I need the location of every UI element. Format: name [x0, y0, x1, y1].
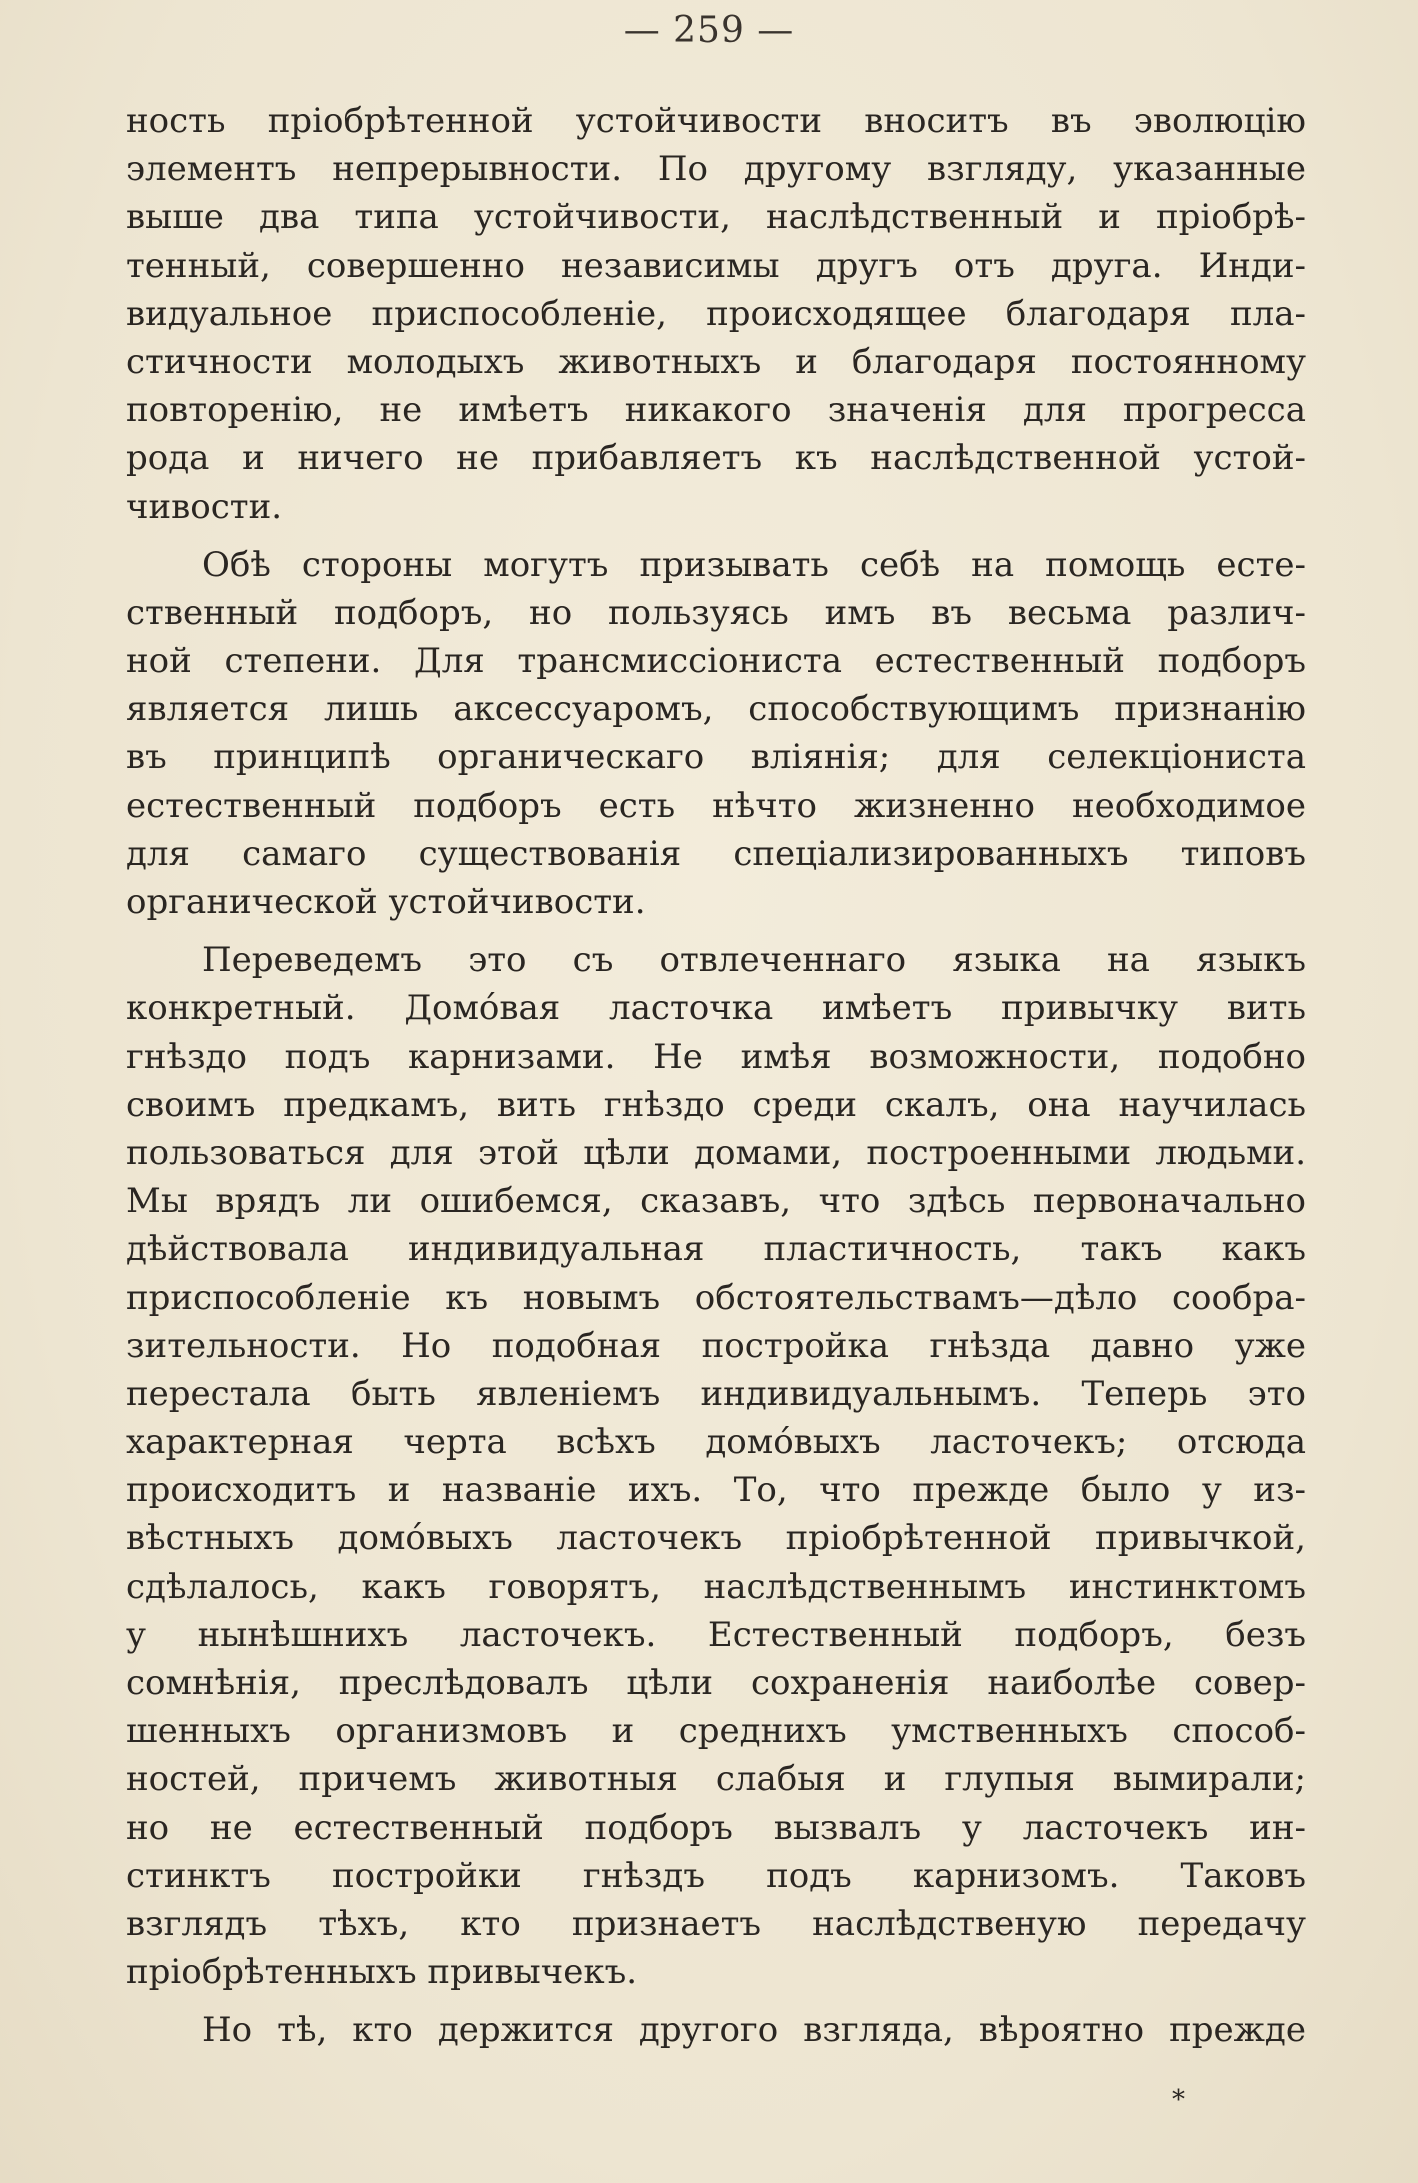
text-line: элементъ непрерывности. По другому взгляду, указанные — [126, 149, 1306, 190]
paragraph-1 — [126, 97, 1306, 531]
text-line: приспособленіе къ новымъ обстоятельствамъ—дѣло сообра- — [126, 1277, 1306, 1318]
text-line: является лишь аксессуаромъ, способствующимъ признанію — [126, 689, 1306, 730]
text-line: органической устойчивости. — [126, 882, 646, 922]
text-line: ностей, причемъ животныя слабыя и глупыя вымирали; — [126, 1759, 1306, 1800]
text-line: сомнѣнія, преслѣдовалъ цѣли сохраненія наиболѣе совер- — [126, 1663, 1306, 1703]
text-line: ственный подборъ, но пользуясь имъ въ весьма различ- — [126, 592, 1306, 633]
text-line: стичности молодыхъ животныхъ и благодаря постоянному — [126, 341, 1306, 382]
text-line: взглядъ тѣхъ, кто признаетъ наслѣдственую передачу — [126, 1903, 1306, 1944]
text-line: естественный подборъ есть нѣчто жизненно необходимое — [126, 785, 1306, 826]
text-line: ность пріобрѣтенной устойчивости вноситъ въ эволюцію — [126, 101, 1306, 141]
text-line: конкретный. Домóвая ласточка имѣетъ привычку вить — [126, 988, 1306, 1029]
signature-mark: * — [1172, 2085, 1185, 2115]
text-line: ной степени. Для трансмиссіониста естественный подборъ — [126, 641, 1306, 682]
text-line: стинктъ постройки гнѣздъ подъ карнизомъ. Таковъ — [126, 1855, 1306, 1896]
text-line: пріобрѣтенныхъ привычекъ. — [126, 1952, 638, 1993]
text-line: но не естественный подборъ вызвалъ у ласточекъ ин- — [126, 1807, 1306, 1848]
text-line: для самаго существованія спеціализированныхъ типовъ — [126, 833, 1306, 874]
text-line: шенныхъ организмовъ и среднихъ умственныхъ способ- — [126, 1711, 1306, 1752]
text-line: вѣстныхъ домóвыхъ ласточекъ пріобрѣтенной привычкой, — [126, 1518, 1306, 1559]
text-line: сдѣлалось, какъ говорятъ, наслѣдственнымъ инстинктомъ — [126, 1566, 1306, 1607]
text-line: своимъ предкамъ, вить гнѣздо среди скалъ, она научилась — [126, 1084, 1306, 1125]
page-number: — 259 — — [623, 10, 795, 51]
text-line: происходитъ и названіе ихъ. То, что прежде было у из- — [126, 1470, 1306, 1511]
text-line: Переведемъ это съ отвлеченнаго языка на языкъ — [202, 940, 1306, 981]
text-line: Обѣ стороны могутъ призывать себѣ на помощь есте- — [202, 544, 1306, 585]
text-line: гнѣздо подъ карнизами. Не имѣя возможности, подобно — [126, 1036, 1306, 1077]
text-line: перестала быть явленіемъ индивидуальнымъ. Теперь это — [126, 1373, 1306, 1414]
paragraph-4 — [126, 2006, 1306, 2054]
text-line: зительности. Но подобная постройка гнѣзда давно уже — [126, 1325, 1306, 1366]
text-line: Но тѣ, кто держится другого взгляда, вѣроятно прежде — [202, 2010, 1306, 2051]
text-line: чивости. — [126, 486, 283, 527]
text-line: рода и ничего не прибавляетъ къ наслѣдственной устой- — [126, 438, 1306, 479]
text-line: Мы врядъ ли ошибемся, сказавъ, что здѣсь первоначально — [126, 1181, 1306, 1222]
body-text — [126, 97, 1306, 2055]
text-line: въ принципѣ органическаго вліянія; для селекціониста — [126, 737, 1306, 778]
text-line: дѣйствовала индивидуальная пластичность, такъ какъ — [126, 1229, 1306, 1270]
text-line: тенный, совершенно независимы другъ отъ друга. Инди- — [126, 245, 1306, 286]
text-line: выше два типа устойчивости, наслѣдственный и пріобрѣ- — [126, 197, 1306, 238]
text-line: характерная черта всѣхъ домóвыхъ ласточекъ; отсюда — [126, 1422, 1306, 1463]
text-line: у нынѣшнихъ ласточекъ. Естественный подборъ, безъ — [126, 1614, 1306, 1655]
paragraph-2 — [126, 541, 1306, 927]
text-line: пользоваться для этой цѣли домами, построенными людьми. — [126, 1132, 1306, 1173]
text-line: видуальное приспособленіе, происходящее благодаря пла- — [126, 293, 1306, 334]
paragraph-3 — [126, 936, 1306, 1996]
text-line: повторенію, не имѣетъ никакого значенія для прогресса — [126, 390, 1306, 431]
